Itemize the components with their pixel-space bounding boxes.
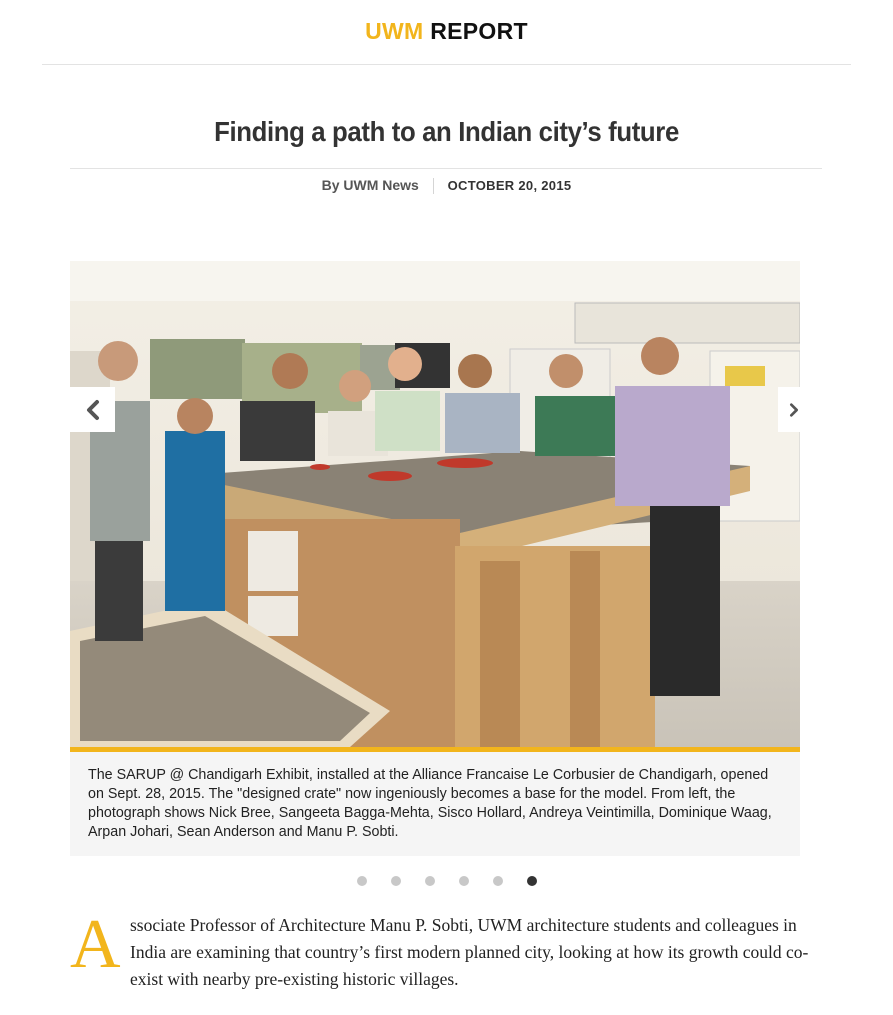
slideshow-pagination — [0, 876, 893, 886]
chevron-left-icon — [84, 399, 102, 421]
byline-date: OCTOBER 20, 2015 — [447, 178, 572, 193]
exhibit-photo-illustration — [70, 261, 800, 747]
header-divider — [42, 64, 851, 65]
logo-report: REPORT — [430, 18, 528, 44]
article-lede: ssociate Professor of Architecture Manu P. Sobti, UWM architecture students and colleagues in India are examining that country’s first modern planned city, looking at how its growth could co-exist with nearby pre-existing historic villages. — [130, 915, 809, 989]
byline-separator — [433, 178, 434, 194]
logo-uwm: UWM — [365, 18, 424, 44]
byline — [0, 177, 893, 194]
slide-dot-3[interactable] — [425, 876, 435, 886]
byline-author[interactable]: By UWM News — [321, 177, 419, 193]
slideshow-prev-button[interactable] — [70, 387, 115, 432]
chevron-right-icon — [788, 399, 800, 421]
slide-dot-6[interactable] — [527, 876, 537, 886]
slide-dot-2[interactable] — [391, 876, 401, 886]
title-divider — [70, 168, 822, 169]
slideshow-caption: The SARUP @ Chandigarh Exhibit, installed at the Alliance Francaise Le Corbusier de Chandigarh, opened on Sept. 28, 2015. The "designed crate" now ingeniously becomes a base for the model. From left, the photograph shows Nick Bree, Sangeeta Bagga-Mehta, Sisco Hollard, Andreya Veintimilla, Dominique Waag, Arpan Johari, Sean Anderson and Manu P. Sobti. — [70, 752, 800, 856]
drop-cap: A — [70, 906, 121, 983]
slideshow-next-button[interactable] — [778, 387, 800, 432]
site-logo[interactable] — [0, 18, 893, 45]
slide-dot-4[interactable] — [459, 876, 469, 886]
slideshow-photo[interactable] — [70, 261, 800, 747]
article-title: Finding a path to an Indian city’s future — [214, 116, 679, 147]
slide-dot-1[interactable] — [357, 876, 367, 886]
slide-dot-5[interactable] — [493, 876, 503, 886]
